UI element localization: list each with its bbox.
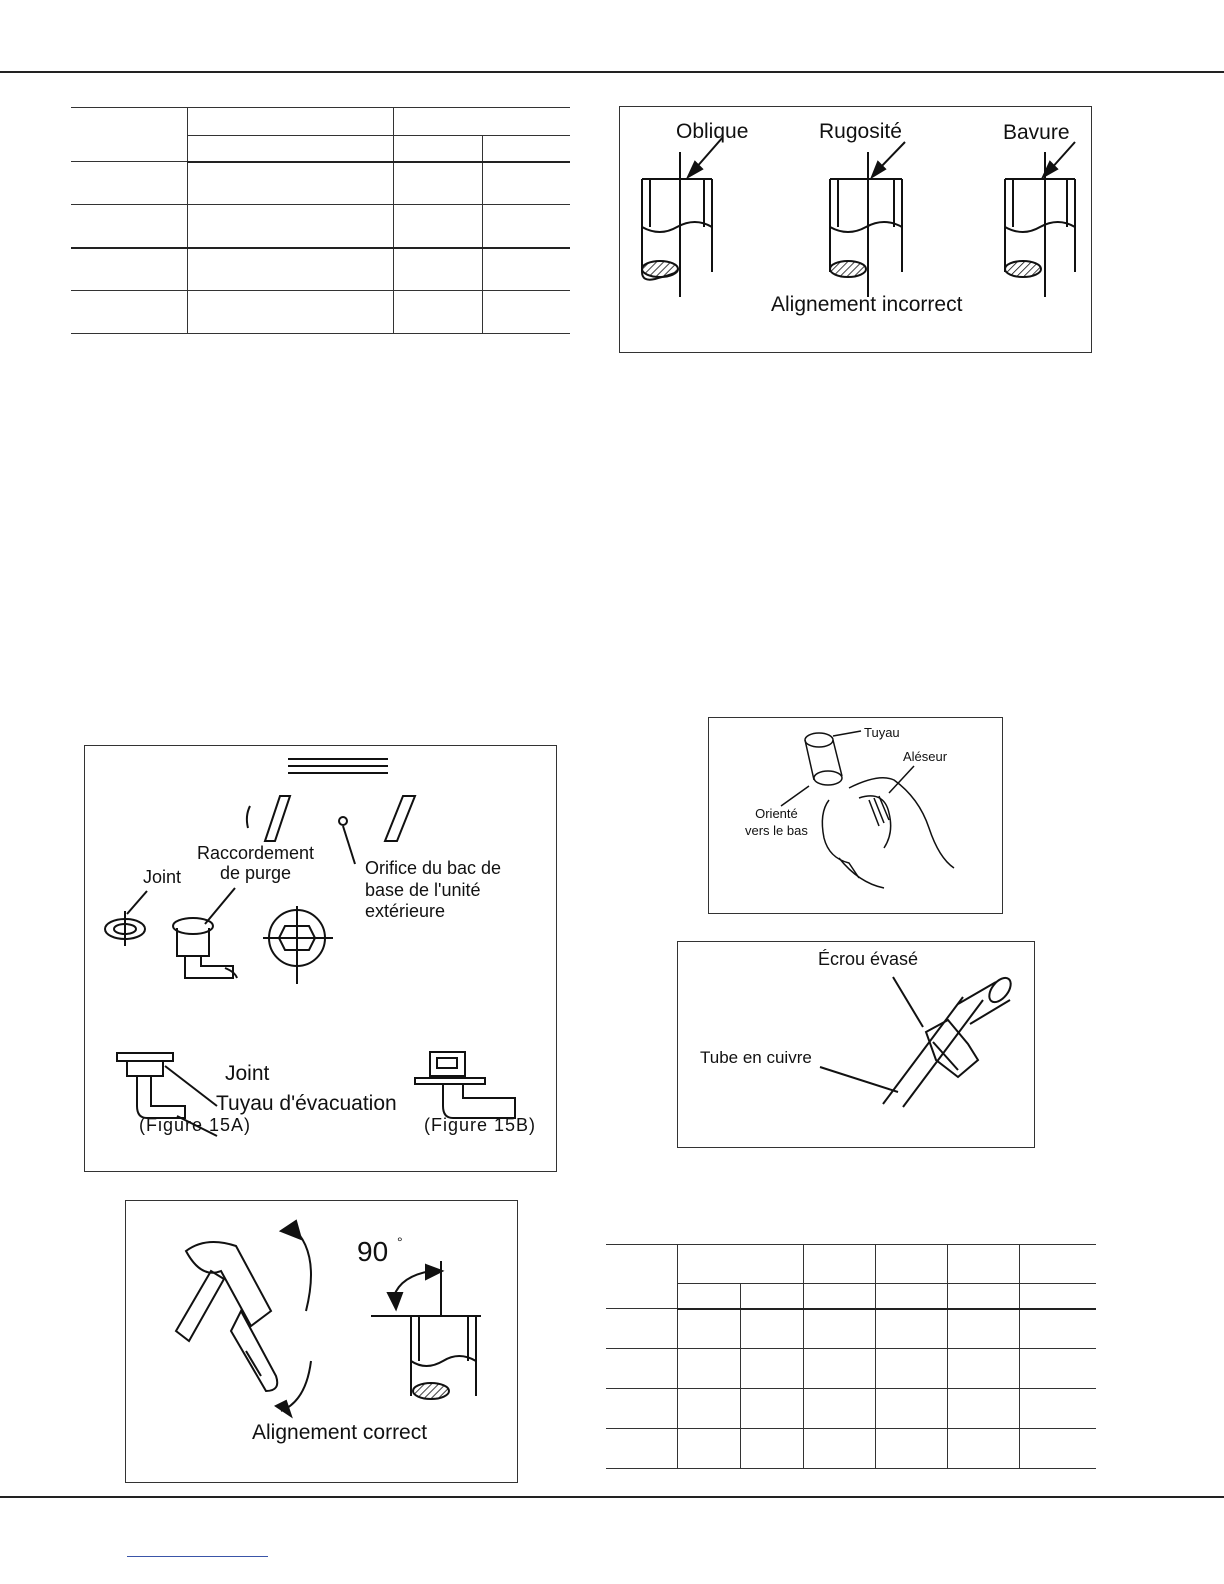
drain-connector-label: Raccordement de purge xyxy=(197,843,315,883)
table-cell xyxy=(606,1245,678,1309)
seal-label: Joint xyxy=(143,867,182,887)
reamer-figure xyxy=(708,717,1003,914)
table-row xyxy=(606,1349,1096,1389)
table-row xyxy=(71,162,570,205)
table-cell xyxy=(741,1284,804,1309)
seal-label-2: Joint xyxy=(225,1062,270,1085)
spec-table-right xyxy=(606,1244,1096,1469)
correct-alignment-figure xyxy=(125,1200,518,1483)
table-cell xyxy=(71,108,188,162)
flare-nut-figure xyxy=(677,941,1035,1148)
pipe-label: Tuyau xyxy=(864,725,900,740)
table-row xyxy=(71,291,570,334)
drain-hose-label: Tuyau d'évacuation xyxy=(216,1092,397,1115)
table-row xyxy=(606,1429,1096,1469)
figure-15b-caption: (Figure 15B) xyxy=(424,1115,537,1135)
table-row xyxy=(71,248,570,291)
misalignment-figure xyxy=(619,106,1092,353)
table-cell xyxy=(804,1245,876,1284)
table-cell xyxy=(394,108,571,136)
correct-alignment-caption: Alignement correct xyxy=(252,1421,428,1444)
burr-label: Bavure xyxy=(1003,121,1070,144)
drain-joint-figure xyxy=(84,745,557,1172)
degree-symbol: ° xyxy=(397,1234,403,1250)
figure-15a-caption: (Figure 15A) xyxy=(139,1115,252,1135)
footer-link[interactable] xyxy=(127,1556,268,1557)
base-hole-label: Orifice du bac de base de l'unité extérieure xyxy=(365,858,502,922)
flare-nut-illustration xyxy=(678,942,1036,1149)
table-cell xyxy=(188,108,394,136)
table-cell xyxy=(188,136,394,162)
spec-table-left xyxy=(71,107,570,334)
table-row xyxy=(71,205,570,248)
incorrect-alignment-caption: Alignement incorrect xyxy=(771,293,963,316)
copper-tube-label: Tube en cuivre xyxy=(700,1048,812,1067)
table-cell xyxy=(483,136,571,162)
table-cell xyxy=(876,1245,948,1284)
header-rule xyxy=(0,71,1224,73)
facing-down-label: Orienté vers le bas xyxy=(745,806,808,838)
oblique-label: Oblique xyxy=(676,120,749,143)
table-row xyxy=(606,1389,1096,1429)
table-cell xyxy=(678,1245,804,1284)
reamer-label: Aléseur xyxy=(903,749,948,764)
angle-value: 90 xyxy=(357,1236,389,1267)
table-cell xyxy=(1020,1245,1097,1284)
footer-rule xyxy=(0,1496,1224,1498)
table-cell xyxy=(948,1245,1020,1284)
flare-nut-label: Écrou évasé xyxy=(818,949,919,969)
table-cell xyxy=(678,1284,741,1309)
table-cell xyxy=(394,136,483,162)
roughness-label: Rugosité xyxy=(819,120,902,143)
table-row xyxy=(606,1309,1096,1349)
